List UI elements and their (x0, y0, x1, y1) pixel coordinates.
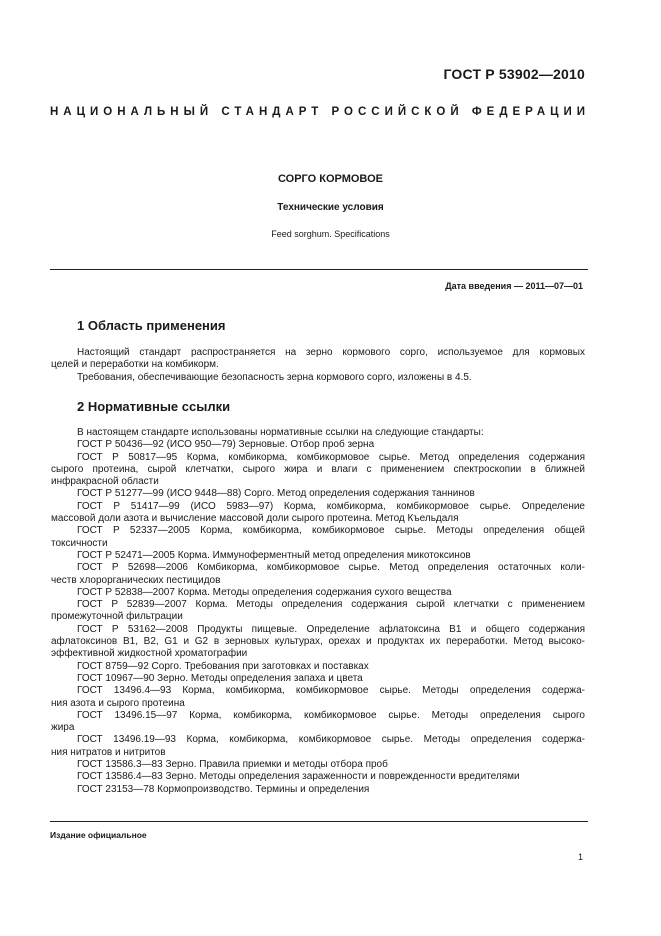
reference-list (51, 439, 585, 796)
references-intro: В настоящем стандарте использованы нормативные ссылки на следующие стандарты: (77, 427, 484, 438)
section-1-paragraph-1: Настоящий стандарт распространяется на зерно кормового сорго, используемое для кормовых (77, 347, 585, 358)
reference-line: ГОСТ 13586.4—83 Зерно. Методы определения зараженности и поврежденности вредителями (77, 771, 520, 783)
reference-line: жира (51, 722, 75, 734)
normative-references (51, 427, 585, 796)
reference-line: ГОСТ 10967—90 Зерно. Методы определения запаха и цвета (77, 672, 363, 684)
page-number: 1 (578, 852, 584, 862)
reference-line: ГОСТ Р 52471—2005 Корма. Иммуноферментный метод определения микотоксинов (77, 549, 471, 561)
english-title: Feed sorghum. Specifications (271, 229, 390, 239)
reference-line: ния азота и сырого протеина (51, 697, 185, 709)
section-1-paragraph-1-cont: целей и переработки на комбикорм. (51, 359, 219, 371)
reference-line: ГОСТ Р 50817—95 Корма, комбикорма, комбикормовое сырье. Метод определения содержания (77, 451, 585, 463)
official-edition-label: Издание официальное (50, 830, 147, 840)
document-title: СОРГО КОРМОВОЕ (277, 173, 383, 185)
reference-line: сырого протеина, сырой клетчатки, сырого жира и влаги с применением спектроскопии в ближней (51, 463, 585, 475)
reference-line: инфракрасной области (51, 476, 159, 488)
document-code: ГОСТ Р 53902—2010 (443, 66, 585, 82)
section-1-paragraph-2: Требования, обеспечивающие безопасность зерна кормового сорго, изложены в 4.5. (77, 371, 472, 383)
reference-line: токсичности (51, 537, 108, 549)
reference-line: афлатоксинов В1, В2, G1 и G2 в зерновых культурах, орехах и продуктах их переработки. Метод высоко- (51, 636, 585, 648)
national-standard-banner: НАЦИОНАЛЬНЫЙ СТАНДАРТ РОССИЙСКОЙ ФЕДЕРАЦИИ (50, 106, 591, 118)
document-subtitle: Технические условия (277, 202, 384, 213)
reference-line: массовой доли азота и вычисление массовой доли сырого протеина. Метод Къельдаля (51, 513, 459, 525)
reference-line: ГОСТ Р 52839—2007 Корма. Методы определения содержания сырой клетчатки с применением (77, 599, 585, 611)
section-1-heading: 1 Область применения (77, 318, 226, 333)
reference-line: промежуточной фильтрации (51, 611, 183, 623)
reference-line: честв хлорорганических пестицидов (51, 574, 221, 586)
reference-line: ГОСТ Р 52838—2007 Корма. Методы определения содержания сухого вещества (77, 586, 452, 598)
reference-line: ГОСТ Р 51277—99 (ИСО 9448—88) Сорго. Метод определения содержания таннинов (77, 488, 475, 500)
reference-line: ГОСТ 13496.19—93 Корма, комбикорма, комбикормовое сырье. Методы определения содержа- (77, 734, 585, 746)
reference-line: ния нитратов и нитритов (51, 746, 166, 758)
section-2-heading: 2 Нормативные ссылки (77, 399, 231, 414)
section-1-body (51, 347, 585, 384)
reference-line: ГОСТ Р 50436—92 (ИСО 950—79) Зерновые. Отбор проб зерна (77, 439, 375, 451)
reference-line: ГОСТ Р 52698—2006 Комбикорма, комбикормовое сырье. Метод определения остаточных коли- (77, 562, 585, 574)
reference-line: ГОСТ 13496.15—97 Корма, комбикорма, комбикормовое сырье. Методы определения сырого (77, 709, 585, 721)
reference-line: ГОСТ Р 52337—2005 Корма, комбикорма, комбикормовое сырье. Методы определения общей (77, 525, 585, 537)
reference-line: ГОСТ 8759—92 Сорго. Требования при заготовках и поставках (77, 660, 369, 672)
reference-line: ГОСТ Р 53162—2008 Продукты пищевые. Определение афлатоксина В1 и общего содержания (77, 623, 585, 635)
reference-line: ГОСТ 23153—78 Кормопроизводство. Термины и определения (77, 783, 370, 795)
top-divider (50, 269, 588, 270)
introduction-date: Дата введения — 2011—07—01 (445, 281, 583, 291)
reference-line: ГОСТ 13496.4—93 Корма, комбикорма, комбикормовое сырье. Методы определения содержа- (77, 685, 585, 697)
reference-line: эффективной жидкостной хроматографии (51, 648, 248, 660)
reference-line: ГОСТ Р 51417—99 (ИСО 5983—97) Корма, комбикорма, комбикормовое сырье. Определение (77, 500, 585, 512)
footer-divider (50, 821, 588, 822)
reference-line: ГОСТ 13586.3—83 Зерно. Правила приемки и методы отбора проб (77, 759, 388, 771)
